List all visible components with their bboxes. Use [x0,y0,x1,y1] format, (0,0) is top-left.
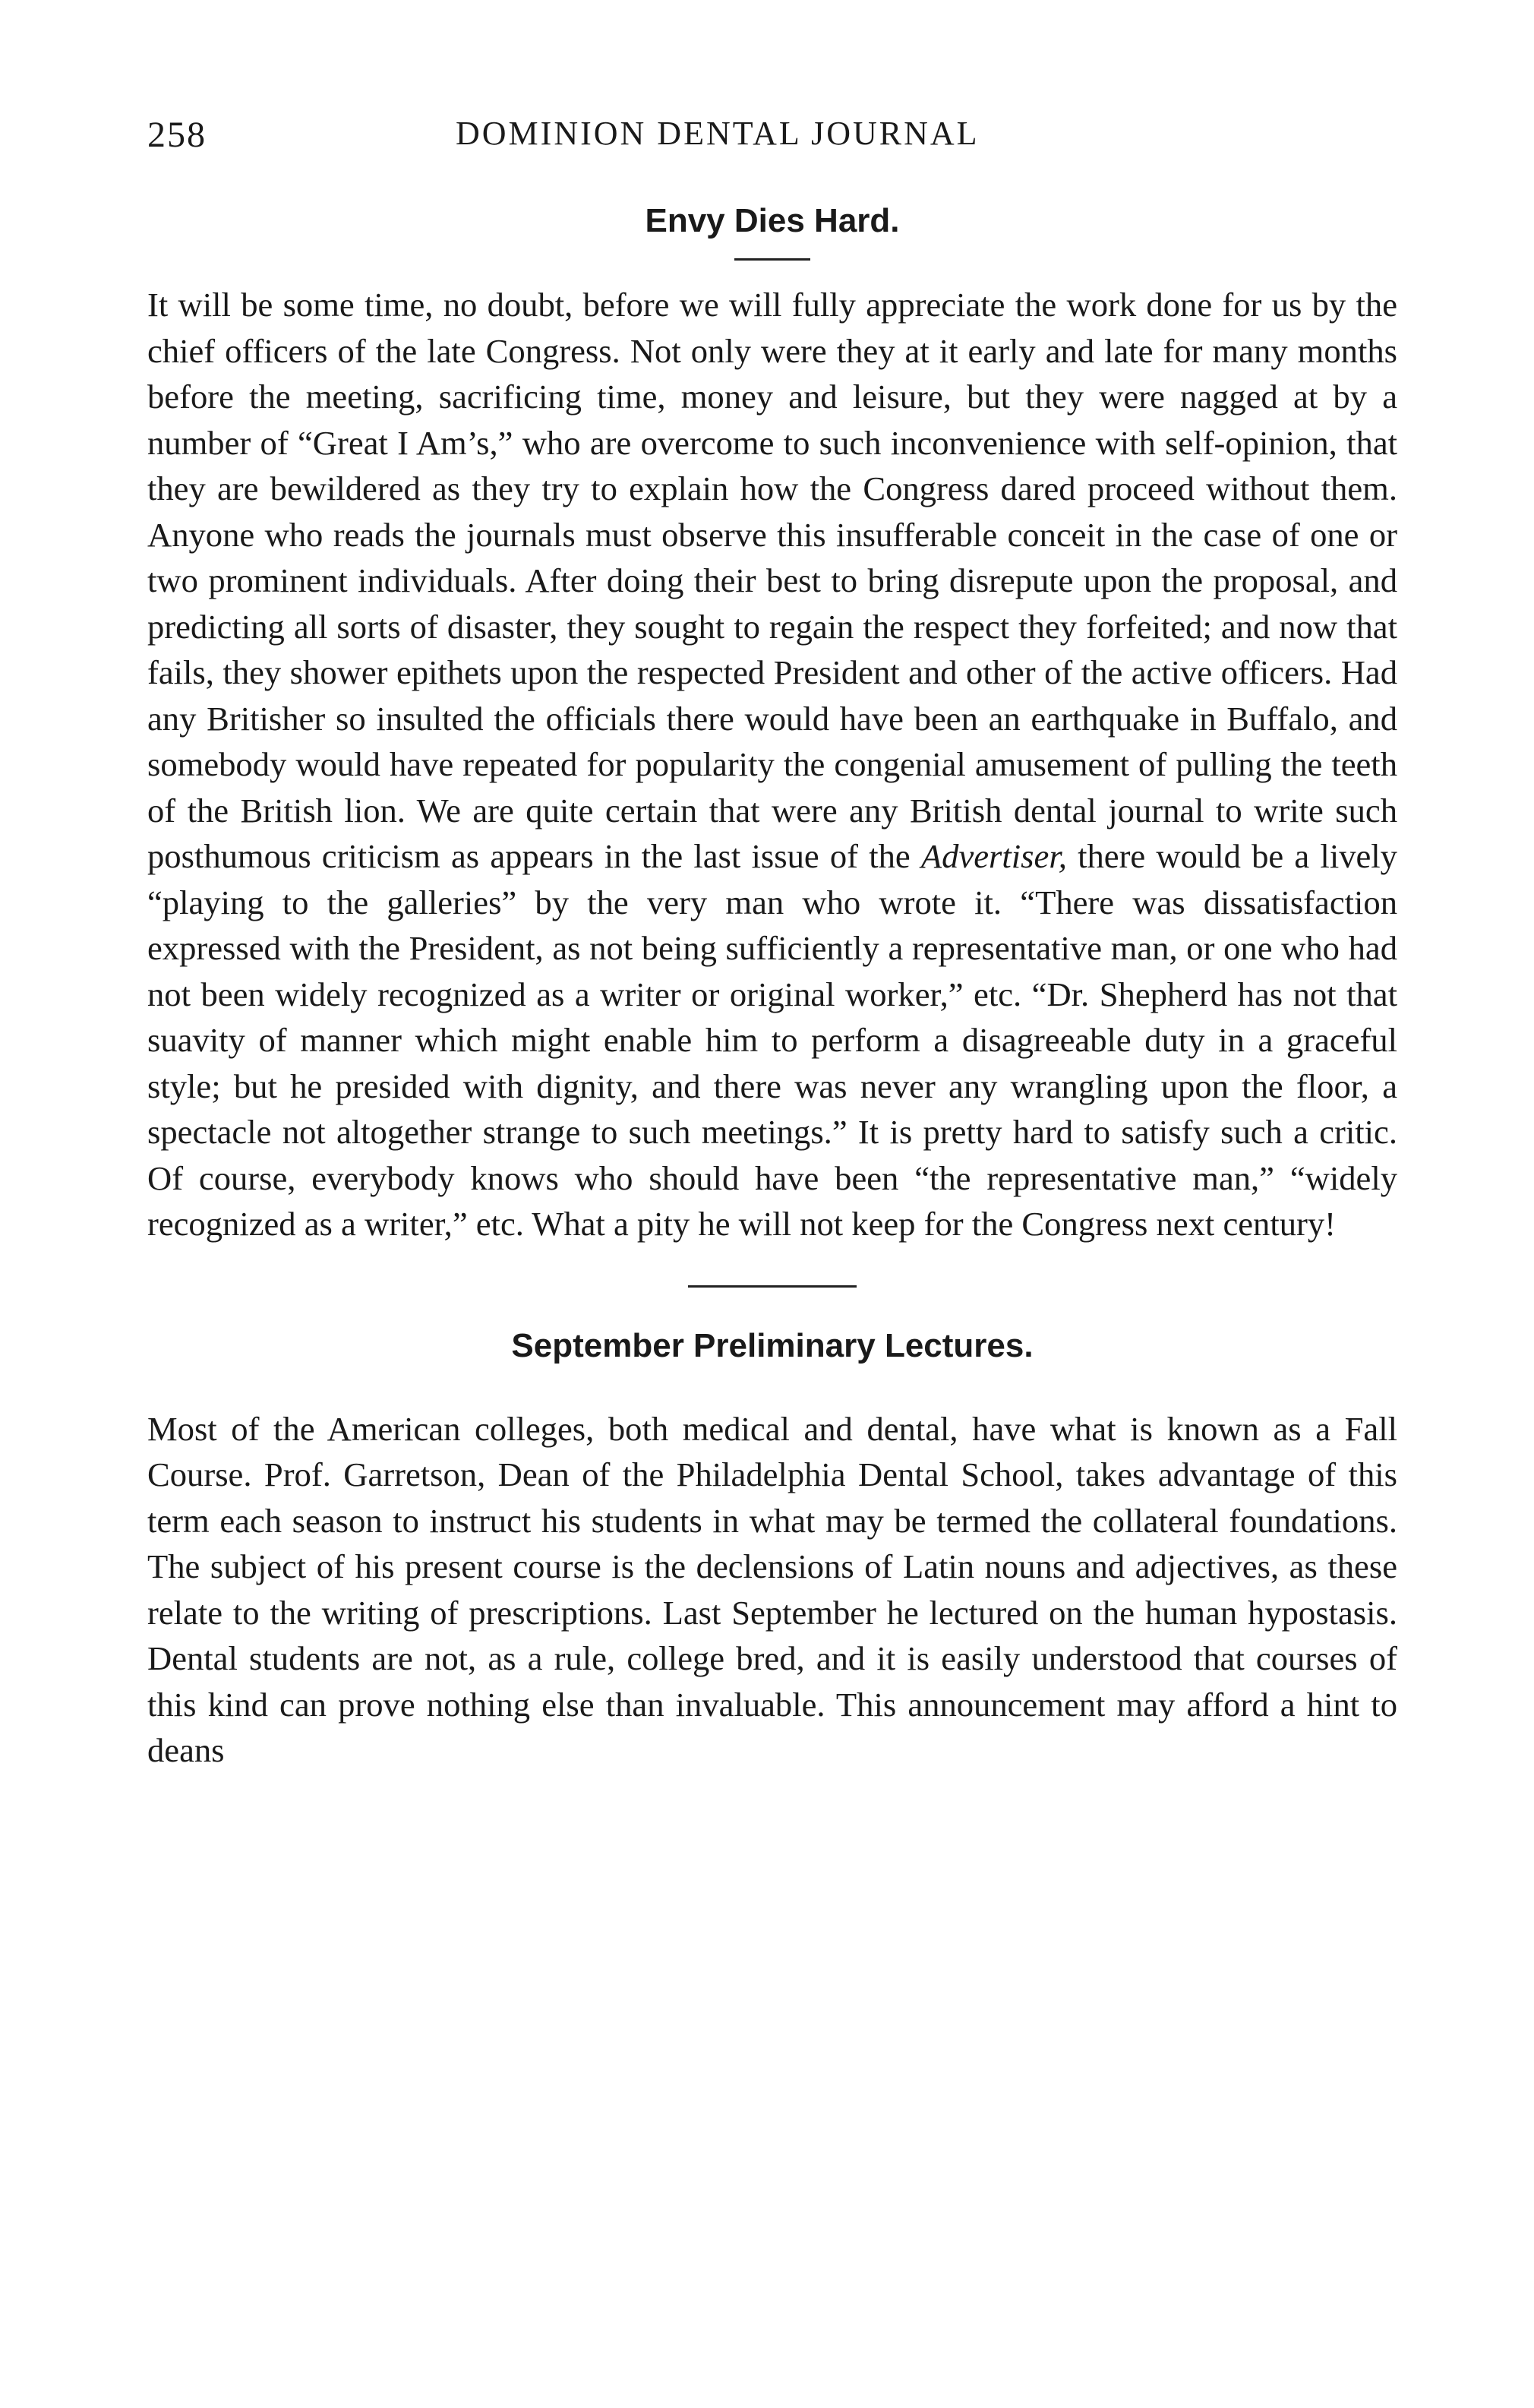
page-number: 258 [147,115,207,155]
article-title-envy-dies-hard: Envy Dies Hard. [645,202,900,239]
journal-title: DOMINION DENTAL JOURNAL [456,115,980,152]
body-text-part: It will be some time, no doubt, before we will fully appreciate the work done for us by the chief officers of the late Congress. Not only were they at it early and late for many months before the meeting, sacrificing time, money and leisure, but they were nagged at by a number of “Great I Am’s,” who are overcome to such inconvenience with self-opinion, that they are bewildered as they try to explain how the Congress dared proceed without them. Anyone who reads the journals must observe this insufferable conceit in the case of one or two prominent individuals. After doing their best to bring disrepute upon the proposal, and predicting all sorts of disaster, they sought to regain the respect they forfeited; and now that fails, they shower epithets upon the respected President and other of the active officers. Had any Britisher so insulted the officials there would have been an earthquake in Buffalo, and somebody would have repeated for popularity the congenial amusement of pulling the teeth of the British lion. We are quite certain that were any British dental journal to write such posthumous criticism as appears in the last issue of the [147,286,1397,875]
title-rule [734,258,810,261]
article-body-september-lectures: Most of the American colleges, both medical and dental, have what is known as a Fall Course. Prof. Garretson, Dean of the Philadelphia Dental School, takes advantage of this term each season to instruct his students in what may be termed the collateral foundations. The subject of his present course is the declensions of Latin nouns and adjectives, as these relate to the writing of prescriptions. Last September he lectured on the human hypostasis. Dental students are not, as a rule, college bred, and it is easily understood that courses of this kind can prove nothing else than invaluable. This announcement may afford a hint to deans [147,1409,1397,1769]
section-divider [688,1285,857,1288]
article-title-september-lectures: September Preliminary Lectures. [511,1326,1034,1364]
running-head [147,114,1397,175]
article-body-envy-dies-hard [147,282,1397,1247]
publication-name-italic: Advertiser, [920,837,1067,875]
journal-page [147,114,1397,1774]
body-text-part: there would be a lively “playing to the galleries” by the very man who wrote it. “There was dissatisfaction expressed with the President, as not being sufficiently a representative man, or one who had not been widely recognized as a writer or original worker,” etc. “Dr. Shepherd has not that suavity of manner which might enable him to perform a disagreeable duty in a graceful style; but he presided with dignity, and there was never any wrangling upon the floor, a spectacle not altogether strange to such meetings.” It is pretty hard to satisfy such a critic. Of course, everybody knows who should have been “the representative man,” “widely recognized as a writer,” etc. What a pity he will not keep for the Congress next century! [147,837,1397,1243]
